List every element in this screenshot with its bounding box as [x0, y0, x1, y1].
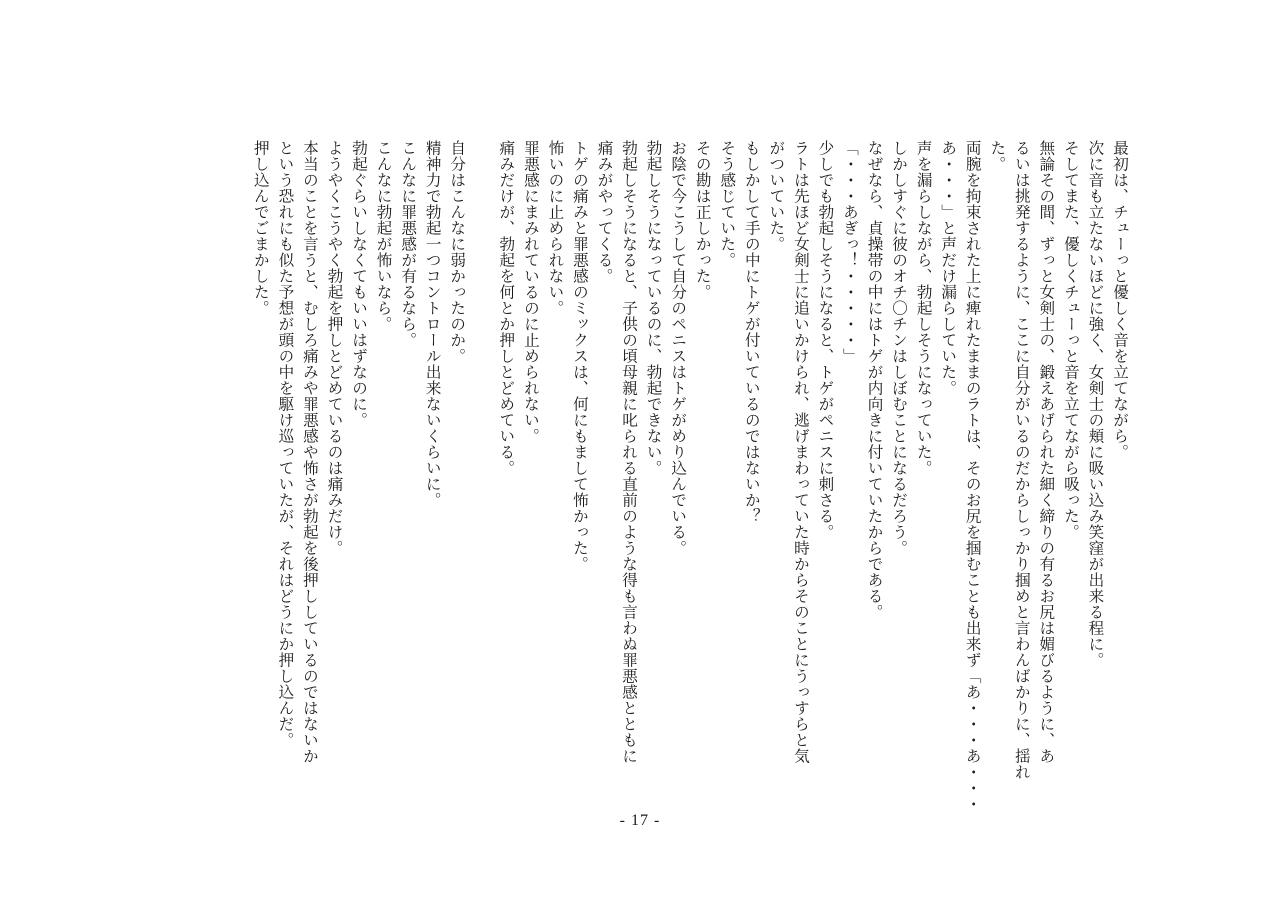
text-line: 勃起しそうになると、子供の頃母親に叱られる直前のような得も言わぬ罪悪感とともに [620, 140, 639, 764]
text-line: お陰で今こうして自分のペニスはトゲがめり込んでいる。 [669, 140, 688, 556]
body-text [248, 140, 1132, 812]
text-line: その勘は正しかった。 [693, 140, 712, 300]
text-line: 勃起しそうになっているのに、勃起できない。 [644, 140, 663, 476]
text-line: 自分はこんなに弱かったのか。 [448, 140, 467, 364]
text-line: 声を漏らしながら、勃起しそうになっていた。 [914, 140, 933, 476]
text-line: こんなに勃起が怖いなら。 [374, 140, 393, 332]
text-line: 「・・・あぎっ！・・・・・」 [840, 140, 859, 364]
text-line: るいは挑発するように、ここに自分がいるのだからしっかり掴めと言わんばかりに、揺れ [1012, 140, 1031, 780]
text-line: がついていた。 [767, 140, 786, 252]
text-line: 勃起ぐらいしなくてもいいはずなのに。 [350, 140, 369, 428]
text-line: 両腕を拘束された上に痺れたままのラトは、そのお尻を掴むことも出来ず「あ・・・あ・・・ [963, 140, 982, 812]
text-line: 少しでも勃起しそうになると、トゲがペニスに刺さる。 [816, 140, 835, 540]
text-line: あ・・・」と声だけ漏らしていた。 [939, 140, 958, 396]
text-line: こんなに罪悪感が有るなら。 [399, 140, 418, 348]
text-line: そう感じていた。 [718, 140, 737, 268]
text-line: 無論その間、ずっと女剣士の、鍛えあげられた細く締りの有るお尻は媚びるように、あ [1037, 140, 1056, 764]
text-line: 本当のことを言うと、むしろ痛みや罪悪感や怖さが勃起を後押ししているのではないか [300, 140, 319, 764]
text-line: 痛みがやってくる。 [595, 140, 614, 284]
blank-line [469, 140, 494, 780]
text-line: そしてまた、優しくチューっと音を立てながら吸った。 [1061, 140, 1080, 540]
text-line: 最初は、チューっと優しく音を立てながら。 [1111, 140, 1129, 460]
text-line: 押し込んでごまかした。 [251, 140, 270, 316]
text-line: トゲの痛みと罪悪感のミックスは、何にもまして怖かった。 [570, 140, 589, 572]
text-line: ようやくこうやく勃起を押しとどめているのは痛みだけ。 [325, 140, 344, 556]
text-line: ラトは先ほど女剣士に追いかけられ、逃げまわっていた時からそのことにうっすらと気 [791, 140, 810, 764]
text-line: なぜなら、貞操帯の中にはトゲが内向きに付いていたからである。 [865, 140, 884, 620]
text-line: 痛みだけが、勃起を何とか押しとどめている。 [497, 140, 516, 476]
text-line: 怖いのに止められない。 [546, 140, 565, 316]
text-line: 次に音も立たないほどに強く、女剣士の頬に吸い込み笑窪が出来る程に。 [1086, 140, 1105, 668]
text-line: 精神力で勃起一つコントロール出来ないくらいに。 [423, 140, 442, 508]
text-line: もしかして手の中にトゲが付いているのではないか？ [742, 140, 761, 524]
page-number: - 17 - [619, 812, 661, 829]
text-line: た。 [988, 140, 1007, 172]
text-line: という恐れにも似た予想が頭の中を駆け巡っていたが、それはどうにか押し込んだ。 [276, 140, 295, 748]
text-line: 罪悪感にまみれているのに止められない。 [521, 140, 540, 444]
text-line: しかしすぐに彼のオチ〇チンはしぼむことになるだろう。 [890, 140, 909, 556]
